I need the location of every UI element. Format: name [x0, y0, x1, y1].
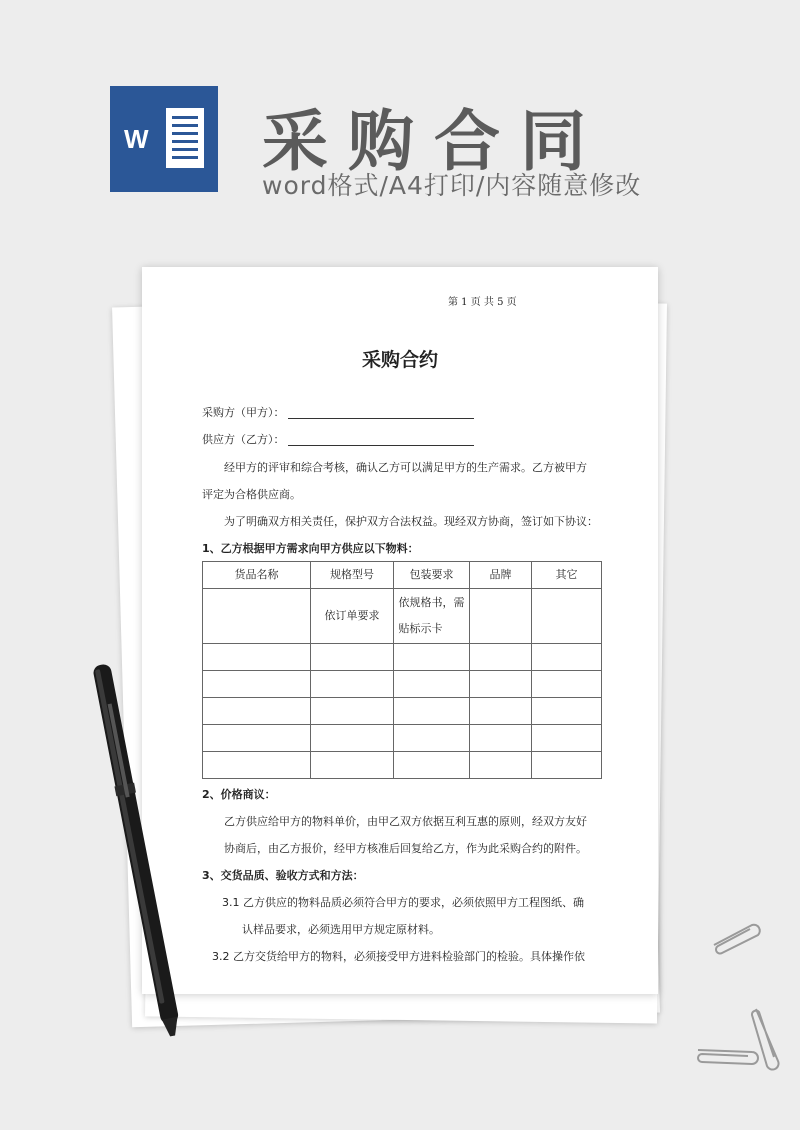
table-header: 其它: [532, 562, 602, 589]
pack-req-line: 依规格书，需: [398, 596, 465, 609]
table-header: 包装要求: [394, 562, 470, 589]
table-header: 规格型号: [311, 562, 394, 589]
section-1-heading: 1、乙方根据甲方需求向甲方供应以下物料：: [202, 542, 419, 555]
table-header: 品牌: [470, 562, 532, 589]
section-3-2-line: 3.2 乙方交货给甲方的物料，必须接受甲方进料检验部门的检验。具体操作依: [212, 950, 585, 963]
document-title: 采购合约: [361, 349, 438, 371]
section-3-1-line: 3.1 乙方供应的物料品质必须符合甲方的要求，必须依照甲方工程图纸、确: [222, 896, 584, 909]
section-2-line: 乙方供应给甲方的物料单价，由甲乙双方依据互利互惠的原则，经双方友好: [224, 815, 587, 828]
table-cell: 依订单要求: [311, 589, 394, 644]
intro-paragraph-line: 经甲方的评审和综合考核，确认乙方可以满足甲方的生产需求。乙方被甲方: [224, 461, 587, 474]
paper-clip-icon: [748, 1005, 788, 1075]
intro-paragraph-2: 为了明确双方相关责任，保护双方合法权益。现经双方协商，签订如下协议：: [224, 515, 598, 528]
section-2-heading: 2、价格商议：: [202, 788, 276, 801]
word-letter: W: [124, 124, 149, 154]
buyer-label: 采购方（甲方）：: [202, 406, 285, 419]
table-header: 货品名称: [203, 562, 311, 589]
section-3-1-line: 认样品要求，必须选用甲方规定原材料。: [242, 923, 440, 936]
section-3-heading: 3、交货品质、验收方式和方法：: [202, 869, 364, 882]
supplier-label: 供应方（乙方）：: [202, 433, 285, 446]
page-indicator: 第 1 页 共 5 页: [448, 297, 517, 308]
paper-clip-icon: [708, 915, 768, 955]
banner-subtitle: word格式/A4打印/内容随意修改: [262, 171, 642, 200]
pack-req-line: 贴标示卡: [398, 622, 443, 635]
intro-paragraph-line: 评定为合格供应商。: [202, 488, 301, 501]
section-2-line: 协商后，由乙方报价，经甲方核准后回复给乙方，作为此采购合约的附件。: [224, 842, 587, 855]
banner-title: 采购合同: [262, 103, 606, 180]
